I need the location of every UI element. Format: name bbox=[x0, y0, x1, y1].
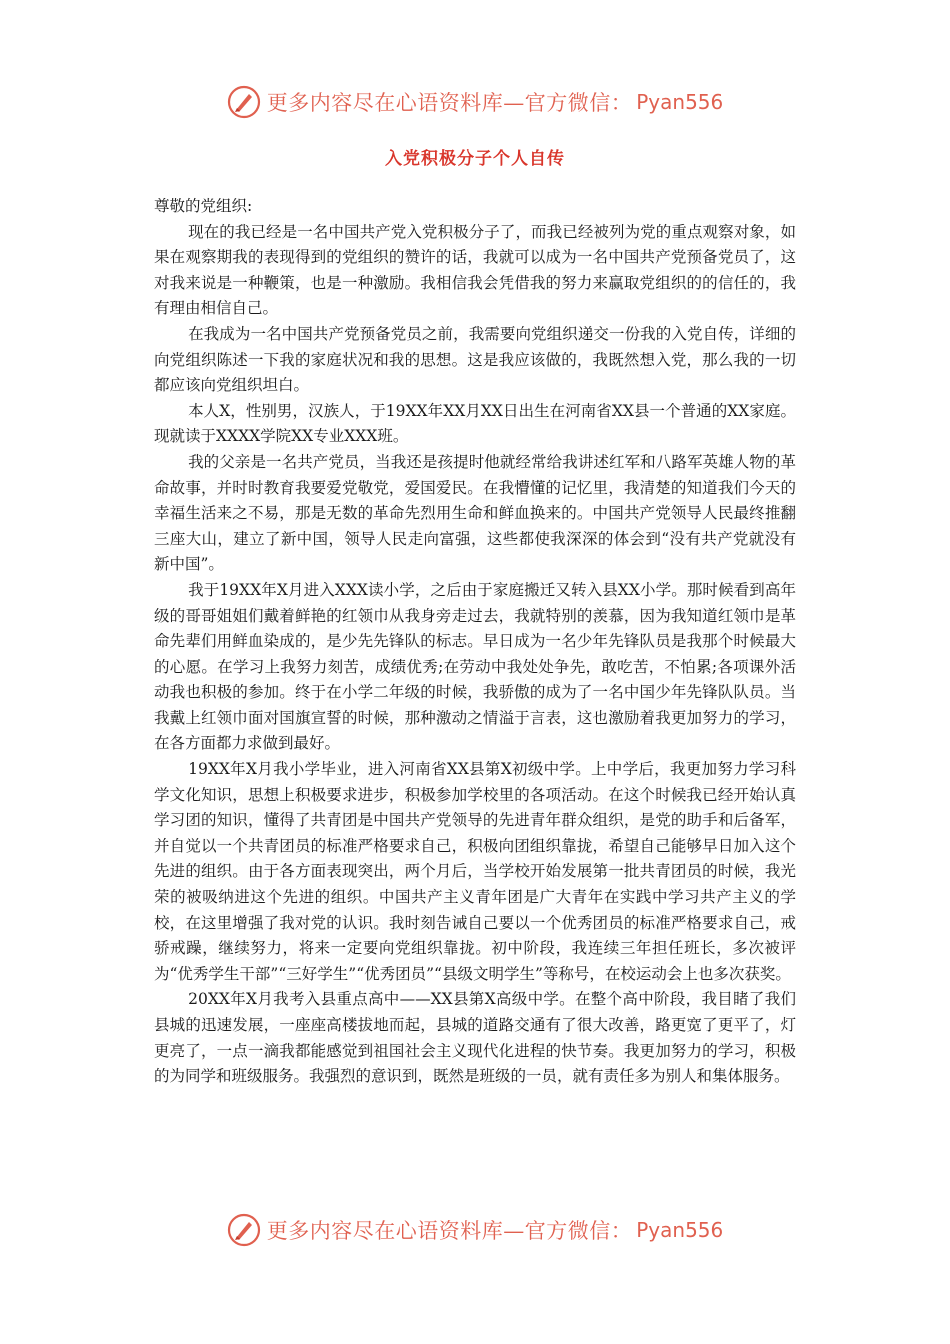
watermark-wechat-id: Pyan556 bbox=[636, 1218, 724, 1242]
watermark-text: 更多内容尽在心语资料库—官方微信： bbox=[266, 1219, 633, 1243]
watermark-text: 更多内容尽在心语资料库—官方微信： bbox=[266, 91, 633, 115]
paragraph-1: 现在的我已经是一名中国共产党入党积极分子了，而我已经被列为党的重点观察对象，如果在观察期我的表现得到的党组织的赞许的话，我就可以成为一名中国共产党预备党员了，这对我来说是一种鞭策，也是一种激励。我相信我会凭借我的努力来赢取党组织的的信任的，我有理由相信自己。 bbox=[154, 222, 796, 318]
footer-watermark bbox=[0, 1210, 950, 1250]
paragraph-3: 本人X，性别男，汉族人，于19XX年XX月XX日出生在河南省XX县一个普通的XX家庭。现就读于XXXX学院XX专业XXX班。 bbox=[154, 401, 796, 446]
paragraph-6: 19XX年X月我小学毕业，进入河南省XX县第X初级中学。上中学后，我更加努力学习科学文化知识，思想上积极要求进步，积极参加学校里的各项活动。在这个时候我已经开始认真学习团的知识，懂得了共青团是中国共产党领导的先进青年群众组织，是党的助手和后备军，并自觉以一个共青团员的标准严格要求自己，积极向团组织靠拢，希望自己能够早日加入这个先进的组织。由于各方面表现突出，两个月后，当学校开始发展第一批共青团员的时候，我光荣的被吸纳进这个先进的组织。中国共产主义青年团是广大青年在实践中学习共产主义的学校，在这里增强了我对党的认识。我时刻告诫自己要以一个优秀团员的标准严格要求自己，戒骄戒躁，继续努力，将来一定要向党组织靠拢。初中阶段，我连续三年担任班长，多次被评为“优秀学生干部”“三好学生”“优秀团员”“县级文明学生”等称号，在校运动会上也多次获奖。 bbox=[154, 760, 796, 983]
quill-logo-icon bbox=[227, 1213, 261, 1247]
document-body bbox=[154, 194, 796, 1090]
document-title: 入党积极分子个人自传 bbox=[385, 149, 565, 169]
paragraph-4: 我的父亲是一名共产党员，当我还是孩提时他就经常给我讲述红军和八路军英雄人物的革命故事，并时时教育我要爱党敬党，爱国爱民。在我懵懂的记忆里，我清楚的知道我们今天的幸福生活来之不易，那是无数的革命先烈用生命和鲜血换来的。中国共产党领导人民最终推翻三座大山，建立了新中国，领导人民走向富强，这些都使我深深的体会到“没有共产党就没有新中国”。 bbox=[154, 452, 796, 574]
paragraph-7: 20XX年X月我考入县重点高中——XX县第X高级中学。在整个高中阶段，我目睹了我们县城的迅速发展，一座座高楼拔地而起，县城的道路交通有了很大改善，路更宽了更平了，灯更亮了，一点一滴我都能感觉到祖国社会主义现代化进程的快节奏。我更加努力的学习，积极的为同学和班级服务。我强烈的意识到，既然是班级的一员，就有责任多为别人和集体服务。 bbox=[154, 990, 796, 1086]
quill-logo-icon bbox=[227, 85, 261, 119]
paragraph-2: 在我成为一名中国共产党预备党员之前，我需要向党组织递交一份我的入党自传，详细的向党组织陈述一下我的家庭状况和我的思想。这是我应该做的，我既然想入党，那么我的一切都应该向党组织坦白。 bbox=[154, 324, 796, 395]
salutation: 尊敬的党组织: bbox=[154, 197, 253, 215]
paragraph-5: 我于19XX年X月进入XXX读小学，之后由于家庭搬迁又转入县XX小学。那时候看到高年级的哥哥姐姐们戴着鲜艳的红领巾从我身旁走过去，我就特别的羡慕，因为我知道红领巾是革命先辈们用鲜血染成的，是少先先锋队的标志。早日成为一名少年先锋队员是我那个时候最大的心愿。在学习上我努力刻苦，成绩优秀;在劳动中我处处争先，敢吃苦，不怕累;各项课外活动我也积极的参加。终于在小学二年级的时候，我骄傲的成为了一名中国少年先锋队队员。当我戴上红领巾面对国旗宣誓的时候，那种激动之情溢于言表，这也激励着我更加努力的学习，在各方面都力求做到最好。 bbox=[154, 580, 796, 753]
watermark-wechat-id: Pyan556 bbox=[636, 90, 724, 114]
header-watermark bbox=[0, 82, 950, 122]
